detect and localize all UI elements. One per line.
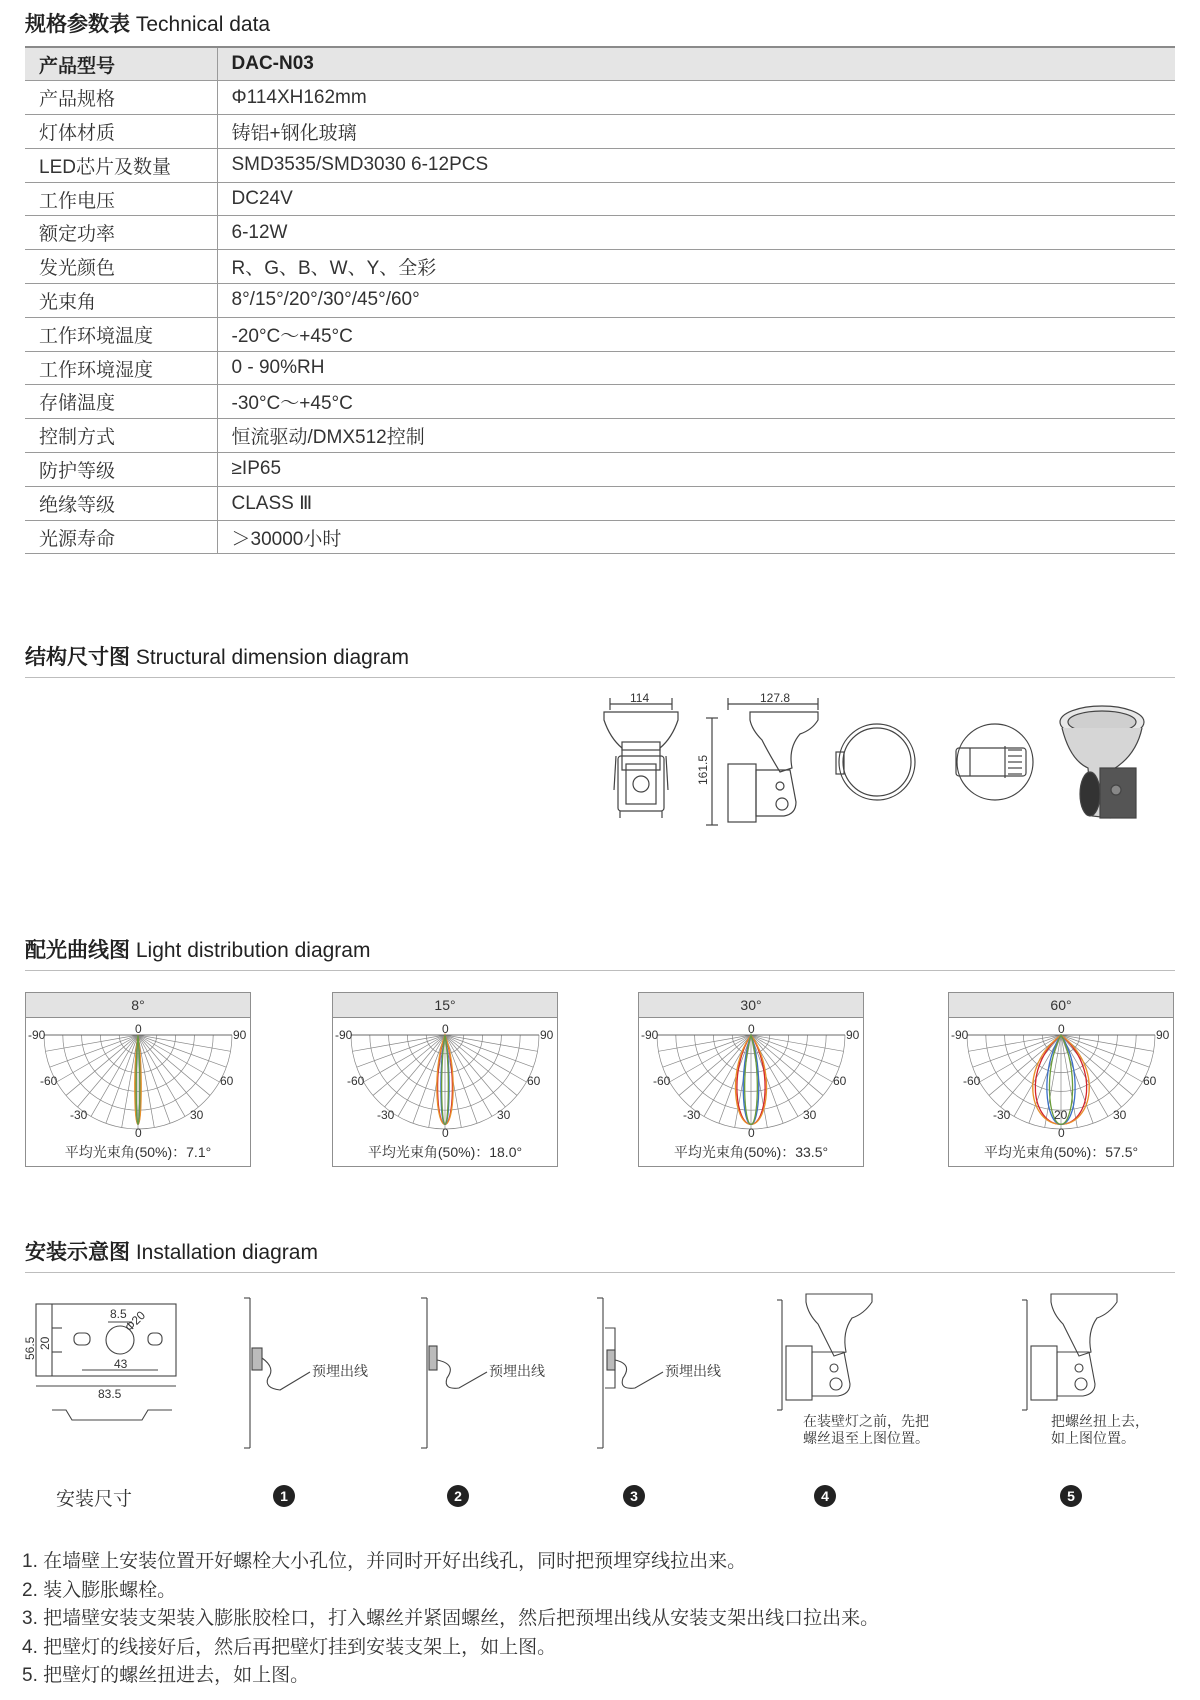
polar-chart [333, 1019, 557, 1141]
install-step1-drawing [240, 1298, 390, 1448]
section-title-light-en: Light distribution diagram [135, 939, 371, 962]
install-step2-drawing [417, 1298, 567, 1448]
spec-key: 存储温度 [25, 385, 217, 419]
spec-row [25, 182, 1175, 216]
dim-depth-label: 127.8 [760, 691, 791, 705]
spec-row [25, 148, 1175, 182]
spec-value: DAC-N03 [217, 47, 1175, 81]
spec-key: 光束角 [25, 284, 217, 318]
dim-width-label: 114 [630, 691, 650, 705]
light-panel-caption: 平均光束角(50%)：33.5° [673, 1144, 829, 1160]
section-title-installation-en: Installation diagram [135, 1241, 318, 1264]
install-notes [22, 1548, 879, 1691]
install-step4-svg [776, 1290, 886, 1410]
install-dim-d1: 8.5 [110, 1307, 127, 1321]
spec-row [25, 419, 1175, 453]
light-panel [948, 992, 1174, 1167]
spec-row [25, 81, 1175, 115]
axis-label-bottom-zero: 0 [748, 1126, 755, 1140]
spec-key: 产品规格 [25, 81, 217, 115]
spec-value: ＞30000小时 [217, 520, 1175, 554]
light-panel [332, 992, 558, 1167]
spec-key: 工作环境湿度 [25, 351, 217, 385]
spec-value: 6-12W [217, 216, 1175, 250]
axis-label-top-zero: 0 [135, 1022, 142, 1036]
axis-label-p90: 90 [1156, 1028, 1170, 1042]
wire-label-step3: 预埋出线 [665, 1363, 721, 1379]
spec-value: 0 - 90%RH [217, 351, 1175, 385]
spec-row [25, 486, 1175, 520]
install-step4-drawing [776, 1290, 886, 1410]
spec-value: -20°C～+45°C [217, 317, 1175, 351]
axis-label-p60: 60 [220, 1074, 234, 1088]
spec-row [25, 385, 1175, 419]
axis-label-p90: 90 [540, 1028, 554, 1042]
spec-key: 防护等级 [25, 453, 217, 487]
dim-height-label: 161.5 [696, 754, 710, 785]
install-bracket-svg [22, 1300, 182, 1430]
spec-key: 额定功率 [25, 216, 217, 250]
spec-key: 绝缘等级 [25, 486, 217, 520]
axis-label-m30: -30 [377, 1108, 395, 1122]
spec-row [25, 317, 1175, 351]
section-rule-light [25, 970, 1175, 971]
axis-label-p60: 60 [833, 1074, 847, 1088]
section-title-installation-cn: 安装示意图 [25, 1241, 130, 1264]
install-dim-d4: 20 [38, 1336, 52, 1350]
polar-chart [639, 1019, 863, 1141]
axis-label-m60: -60 [653, 1074, 671, 1088]
axis-label-bottom-zero: 0 [135, 1126, 142, 1140]
spec-value: 铸铝+钢化玻璃 [217, 115, 1175, 149]
install-step5-svg [1021, 1290, 1131, 1410]
spec-value: 恒流驱动/DMX512控制 [217, 419, 1175, 453]
spec-table [25, 46, 1175, 554]
axis-label-top-zero: 0 [442, 1022, 449, 1036]
step-number-4: 4 [814, 1485, 836, 1507]
section-title-structural [25, 641, 409, 671]
spec-header-row [25, 47, 1175, 81]
front-view-drawing [604, 698, 678, 818]
install-note: 4. 把壁灯的线接好后，然后再把壁灯挂到安装支架上，如上图。 [22, 1636, 557, 1658]
install-step4-text [803, 1413, 929, 1447]
polar-chart [949, 1019, 1173, 1141]
spec-key: 光源寿命 [25, 520, 217, 554]
install-bracket-drawing [22, 1300, 182, 1430]
spec-row [25, 284, 1175, 318]
light-panel-angle: 60° [949, 993, 1173, 1018]
side-view-drawing [706, 698, 818, 825]
axis-label-p90: 90 [846, 1028, 860, 1042]
spec-value: Φ114XH162mm [217, 81, 1175, 115]
light-panel-angle: 8° [26, 993, 250, 1018]
axis-label-p30: 30 [803, 1108, 817, 1122]
spec-key: 工作环境温度 [25, 317, 217, 351]
spec-value: CLASS Ⅲ [217, 486, 1175, 520]
section-rule-installation [25, 1272, 1175, 1273]
install-step5-text-line2: 如上图位置。 [1051, 1430, 1135, 1446]
axis-label-top-zero: 0 [748, 1022, 755, 1036]
axis-label-p30: 30 [497, 1108, 511, 1122]
step-number-1: 1 [273, 1485, 295, 1507]
perspective-view-drawing [1060, 706, 1144, 818]
wire-label-step2: 预埋出线 [489, 1363, 545, 1379]
install-step2-svg [417, 1298, 567, 1448]
axis-label-m90: -90 [335, 1028, 353, 1042]
structural-drawings [600, 690, 1160, 835]
install-note: 2. 装入膨胀螺栓。 [22, 1579, 177, 1601]
axis-label-m90: -90 [28, 1028, 46, 1042]
spec-row [25, 250, 1175, 284]
axis-label-p30: 30 [190, 1108, 204, 1122]
axis-label-m90: -90 [641, 1028, 659, 1042]
rear-view-drawing [956, 724, 1033, 800]
light-panel-caption: 平均光束角(50%)：7.1° [64, 1144, 212, 1160]
light-panel [638, 992, 864, 1167]
light-panel-caption: 平均光束角(50%)：57.5° [983, 1144, 1139, 1160]
light-panel [25, 992, 251, 1167]
section-title-light [25, 934, 370, 964]
spec-row [25, 453, 1175, 487]
install-step1-svg [240, 1298, 390, 1448]
structural-drawings-svg [600, 690, 1160, 835]
spec-key: 发光颜色 [25, 250, 217, 284]
axis-label-m30: -30 [70, 1108, 88, 1122]
spec-row [25, 216, 1175, 250]
axis-label-m30: -30 [683, 1108, 701, 1122]
step-number-5: 5 [1060, 1485, 1082, 1507]
step-number-3: 3 [623, 1485, 645, 1507]
axis-label-bottom-zero: 0 [442, 1126, 449, 1140]
spec-value: 8°/15°/20°/30°/45°/60° [217, 284, 1175, 318]
install-note: 1. 在墙壁上安装位置开好螺栓大小孔位，并同时开好出线孔，同时把预埋穿线拉出来。 [22, 1551, 747, 1572]
install-step3-svg [593, 1298, 743, 1448]
install-step4-text-line2: 螺丝退至上图位置。 [803, 1430, 929, 1446]
axis-label-p60: 60 [1143, 1074, 1157, 1088]
spec-key: LED芯片及数量 [25, 148, 217, 182]
axis-label-p90: 90 [233, 1028, 247, 1042]
axis-label-bottom-zero: 0 [1058, 1126, 1065, 1140]
install-step3-drawing [593, 1298, 743, 1448]
install-step5-drawing [1021, 1290, 1131, 1410]
spec-key: 控制方式 [25, 419, 217, 453]
spec-row [25, 351, 1175, 385]
install-step4-text-line1: 在装壁灯之前，先把 [803, 1413, 929, 1429]
install-step5-text-line1: 把螺丝扭上去， [1051, 1413, 1149, 1429]
install-size-label: 安装尺寸 [56, 1489, 133, 1510]
step-number-2: 2 [447, 1485, 469, 1507]
section-title-installation [25, 1236, 318, 1266]
axis-label-m60: -60 [347, 1074, 365, 1088]
spec-key: 灯体材质 [25, 115, 217, 149]
axis-label-m60: -60 [963, 1074, 981, 1088]
spec-key: 产品型号 [25, 47, 217, 81]
axis-label-p60: 60 [527, 1074, 541, 1088]
install-note: 5. 把壁灯的螺丝扭进去，如上图。 [22, 1665, 310, 1686]
light-panel-angle: 15° [333, 993, 557, 1018]
spec-row [25, 520, 1175, 554]
polar-chart [26, 1019, 250, 1141]
axis-label-m60: -60 [40, 1074, 58, 1088]
install-dim-d5: 43 [114, 1357, 128, 1371]
install-note: 3. 把墙壁安装支架装入膨胀胶栓口，打入螺丝并紧固螺丝，然后把预埋出线从安装支架出线口拉出来。 [22, 1608, 880, 1629]
spec-row [25, 115, 1175, 149]
install-step5-text [1051, 1413, 1149, 1447]
top-view-drawing [836, 724, 915, 800]
axis-label-p30: 30 [1113, 1108, 1127, 1122]
spec-value: DC24V [217, 182, 1175, 216]
spec-value: SMD3535/SMD3030 6-12PCS [217, 148, 1175, 182]
light-panel-angle: 30° [639, 993, 863, 1018]
section-title-technical-en: Technical data [135, 13, 271, 36]
light-panel-caption: 平均光束角(50%)：18.0° [367, 1144, 523, 1160]
section-title-technical [25, 8, 270, 38]
spec-value: -30°C～+45°C [217, 385, 1175, 419]
install-dim-d6: 83.5 [98, 1387, 122, 1401]
spec-value: R、G、B、W、Y、全彩 [217, 250, 1175, 284]
axis-label-m90: -90 [951, 1028, 969, 1042]
section-title-technical-cn: 规格参数表 [25, 13, 130, 36]
wire-label-step1: 预埋出线 [312, 1363, 368, 1379]
axis-label-scale: 20 [1054, 1108, 1068, 1122]
section-title-light-cn: 配光曲线图 [25, 939, 130, 962]
axis-label-top-zero: 0 [1058, 1022, 1065, 1036]
install-dim-d3: 56.5 [23, 1336, 37, 1360]
section-title-structural-cn: 结构尺寸图 [25, 646, 130, 669]
section-rule-structural [25, 677, 1175, 678]
axis-label-m30: -30 [993, 1108, 1011, 1122]
spec-value: ≥IP65 [217, 453, 1175, 487]
spec-key: 工作电压 [25, 182, 217, 216]
section-title-structural-en: Structural dimension diagram [135, 646, 409, 669]
install-dim-d2: Φ20 [121, 1308, 149, 1335]
